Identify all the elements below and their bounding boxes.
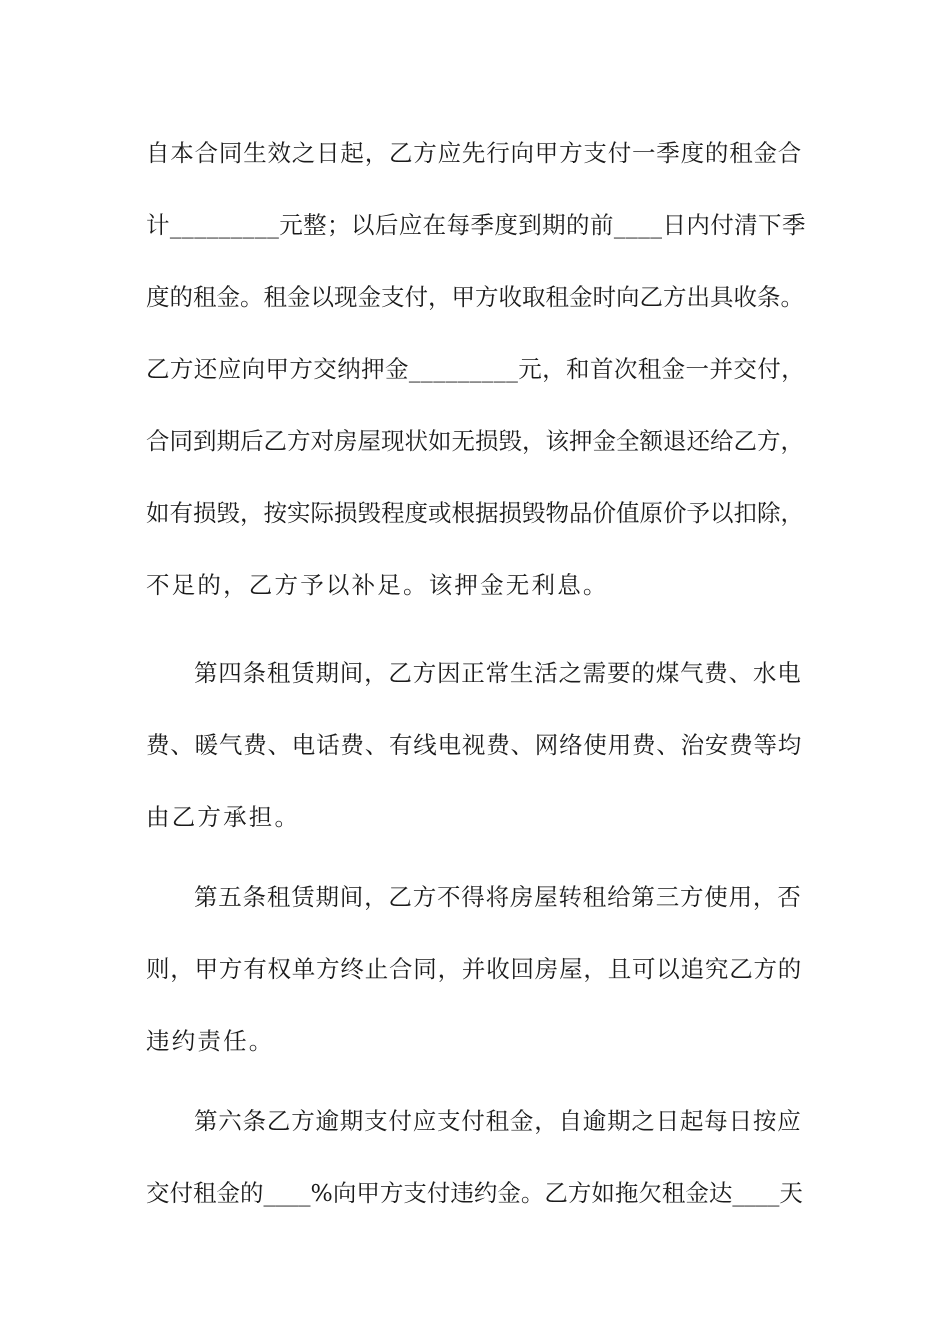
text-line-14: 第六条乙方逾期支付应支付租金，自逾期之日起每日按应 [194, 1107, 802, 1135]
text-line-15: 交付租金的____%向甲方支付违约金。乙方如拖欠租金达____天 [146, 1179, 803, 1207]
text-line-13: 违约责任。 [146, 1027, 275, 1055]
text-line-12: 则，甲方有权单方终止合同，并收回房屋，且可以追究乙方的 [146, 955, 803, 983]
text-line-3: 度的租金。租金以现金支付，甲方收取租金时向乙方出具收条。 [146, 283, 804, 311]
text-line-11: 第五条租赁期间，乙方不得将房屋转租给第三方使用，否 [194, 883, 802, 911]
text-line-6: 如有损毁，按实际损毁程度或根据损毁物品价值原价予以扣除， [146, 499, 804, 527]
text-line-7: 不足的，乙方予以补足。该押金无利息。 [146, 571, 609, 599]
text-line-10: 由乙方承担。 [146, 803, 301, 831]
text-line-1: 自本合同生效之日起，乙方应先行向甲方支付一季度的租金合 [146, 139, 803, 167]
text-line-9: 费、暖气费、电话费、有线电视费、网络使用费、治安费等均 [146, 731, 803, 759]
text-line-8: 第四条租赁期间，乙方因正常生活之需要的煤气费、水电 [194, 659, 802, 687]
text-line-5: 合同到期后乙方对房屋现状如无损毁，该押金全额退还给乙方， [146, 427, 804, 455]
text-line-2: 计_________元整；以后应在每季度到期的前____日内付清下季 [146, 211, 806, 239]
text-line-4: 乙方还应向甲方交纳押金_________元，和首次租金一并交付， [146, 355, 806, 383]
